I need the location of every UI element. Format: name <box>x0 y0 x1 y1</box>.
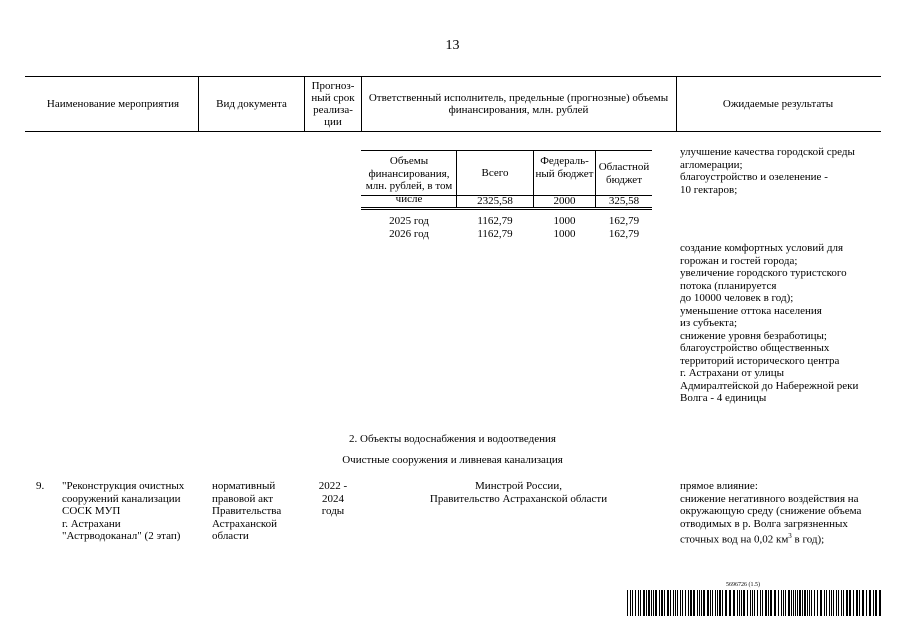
subsection-title: Очистные сооружения и ливневая канализация <box>342 454 563 466</box>
results-line: снижение уровня безработицы; <box>680 329 827 342</box>
funding-total-regional: 325,58 <box>608 195 640 207</box>
item-doctype-line: Астраханской <box>212 517 278 530</box>
results-line: благоустройство и озеленение - <box>680 171 828 183</box>
funding-row-total: 1162,79 <box>477 228 513 240</box>
funding-row-year: 2025 год <box>389 215 429 227</box>
page-number: 13 <box>445 38 460 53</box>
item-doctype-line: Правительства <box>212 505 282 517</box>
item-executor-line: Правительство Астраханской области <box>429 492 608 505</box>
results-line: потока (планируется <box>680 279 777 292</box>
funding-row-regional: 162,79 <box>608 215 640 227</box>
item-name-line: СОСК МУП <box>62 505 121 517</box>
item-results-line: окружающую среду (снижение объема <box>680 505 862 517</box>
item-number: 9. <box>36 480 45 492</box>
header-col-results: Ожидаемые результаты <box>722 98 834 110</box>
section-title: 2. Объекты водоснабжения и водоотведения <box>349 433 556 445</box>
results-line: агломерации; <box>680 158 743 171</box>
item-doctype-line: правовой акт <box>212 492 274 505</box>
header-col-doctype: Вид документа <box>216 98 287 110</box>
item-results-text: в год); <box>791 533 825 546</box>
results-line: увеличение городского туристского <box>680 267 847 279</box>
results-line: благоустройство общественных <box>680 342 830 354</box>
funding-row-federal: 1000 <box>553 228 576 240</box>
results-line: до 10000 человек в год); <box>680 292 794 304</box>
item-results-line: снижение негативного воздействия на <box>680 492 859 505</box>
funding-total-federal: 2000 <box>553 195 576 207</box>
item-executor <box>366 480 671 505</box>
funding-total-all: 2325,58 <box>477 195 513 207</box>
funding-row-federal: 1000 <box>553 215 576 227</box>
item-name-line: "Реконструкция очистных <box>62 480 185 492</box>
header-col-executor: Ответственный исполнитель, предельные (прогнозные) объемы финансирования, млн. рублей <box>368 92 669 116</box>
barcode-label: 5696726 (1.5) <box>726 582 760 588</box>
item-name <box>62 480 202 543</box>
results-line: уменьшение оттока населения <box>680 304 822 317</box>
header-col-name: Наименование мероприятия <box>46 98 180 110</box>
item-name-line: сооружений канализации <box>62 492 181 505</box>
funding-header-federal: Федераль- ный бюджет <box>535 155 594 180</box>
item-doctype-line: области <box>212 530 249 542</box>
funding-row-total: 1162,79 <box>477 215 513 227</box>
funding-header-volume: Объемы финансирования, млн. рублей, в том числе <box>365 155 453 205</box>
results-line: горожан и гостей города; <box>680 254 798 267</box>
item-name-line: "Астрводоканал" (2 этап) <box>62 530 181 542</box>
item-name-line: г. Астрахани <box>62 517 121 530</box>
results-line: Адмиралтейской до Набережной реки <box>680 379 859 392</box>
item-results <box>680 480 885 546</box>
item-results-text: сточных вод на 0,02 км <box>680 533 789 546</box>
item-doctype-line: нормативный <box>212 480 276 492</box>
results-mid <box>680 242 885 405</box>
item-results-line-last <box>680 530 885 546</box>
results-line: территорий исторического центра <box>680 354 840 367</box>
item-results-line: прямое влияние: <box>680 480 758 492</box>
item-term-line: годы <box>321 505 345 517</box>
funding-row-year: 2026 год <box>389 228 429 240</box>
results-top <box>680 146 885 196</box>
results-line: Волга - 4 единицы <box>680 392 767 404</box>
funding-header-total: Всего <box>481 167 509 179</box>
results-line: г. Астрахани от улицы <box>680 367 784 379</box>
results-line: из субъекта; <box>680 317 738 329</box>
header-col-term: Прогноз- ный срок реализа- ции <box>311 80 355 128</box>
funding-header-regional: Областной бюджет <box>598 161 650 186</box>
item-executor-line: Минстрой России, <box>475 480 562 492</box>
item-doctype <box>212 480 302 543</box>
item-results-superscript: 3 <box>788 532 792 540</box>
funding-row-regional: 162,79 <box>608 228 640 240</box>
results-line: создание комфортных условий для <box>680 242 844 254</box>
item-term-line: 2022 - <box>318 480 348 492</box>
barcode-icon <box>627 590 882 616</box>
item-results-line: отводимых в р. Волга загрязненных <box>680 517 848 530</box>
results-line: улучшение качества городской среды <box>680 146 855 158</box>
item-term <box>306 480 360 518</box>
item-term-line: 2024 <box>322 492 344 505</box>
results-line: 10 гектаров; <box>680 183 738 196</box>
